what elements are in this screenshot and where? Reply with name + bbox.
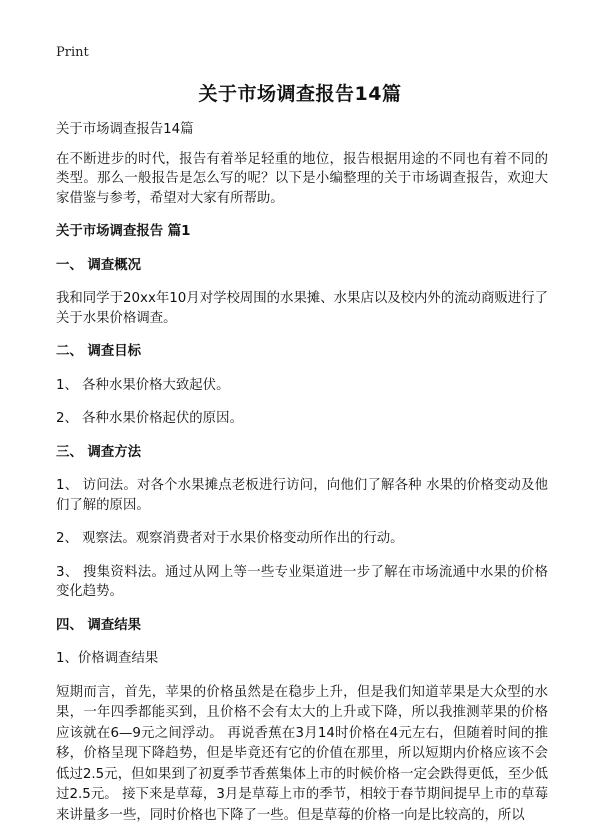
- page-title: 关于市场调查报告14篇: [198, 83, 402, 105]
- goal-item-2: 2、 各种水果价格起伏的原因。: [56, 411, 243, 426]
- method-item-3: 3、 搜集资料法。通过从网上等一些专业渠道进一步了解在市场流通中水果的价格变化趋势。: [56, 564, 548, 599]
- heading-survey-goals: 二、 调查目标: [56, 344, 142, 359]
- results-paragraph: 短期而言，首先，苹果的价格虽然是在稳步上升，但是我们知道苹果是大众型的水果，一年四季都能买到，且价格不会有太大的上升或下降，所以我推测苹果的价格应该就在6—9元之间浮动。 再说香蕉在3月14时价格在4元左右，但随着时间的推移，价格呈现下降趋势，但是毕竟还有它的价值在那里，所以短期内价格应该不会低过2.5元，但如果到了初夏季节香蕉集体上市的时候价格一定会跌得更低，至少低过2.5元。 接下来是草莓，3月是草莓上市的季节，相较于春节期间提早上市的草莓来讲量多一些，同时价格也下降了一些。但是草莓的价格一向是比较高的，所以: [56, 684, 548, 823]
- survey-overview-paragraph: 我和同学于20xx年10月对学校周围的水果摊、水果店以及校内外的流动商贩进行了关于水果价格调查。: [56, 291, 548, 326]
- document-subtitle: 关于市场调查报告14篇: [56, 122, 194, 137]
- method-item-1: 1、 访问法。对各个水果摊点老板进行访问，向他们了解各种 水果的价格变动及他们了解的原因。: [56, 478, 548, 513]
- section-title: 关于市场调查报告 篇1: [56, 224, 191, 239]
- method-item-2: 2、 观察法。观察消费者对于水果价格变动所作出的行动。: [56, 531, 404, 546]
- goal-item-1: 1、 各种水果价格大致起伏。: [56, 377, 230, 393]
- heading-survey-results: 四、 调查结果: [56, 617, 142, 633]
- heading-survey-overview: 一、 调查概况: [56, 257, 142, 273]
- heading-survey-methods: 三、 调查方法: [56, 444, 142, 460]
- intro-paragraph: 在不断进步的时代，报告有着举足轻重的地位，报告根据用途的不同也有着不同的类型。那么一般报告是怎么写的呢？以下是小编整理的关于市场调查报告，欢迎大家借鉴与参考，希望对大家有所帮助。: [56, 151, 548, 206]
- document-body: [56, 120, 548, 826]
- print-link[interactable]: Print: [56, 45, 89, 60]
- results-subheading: 1、价格调查结果: [56, 651, 159, 666]
